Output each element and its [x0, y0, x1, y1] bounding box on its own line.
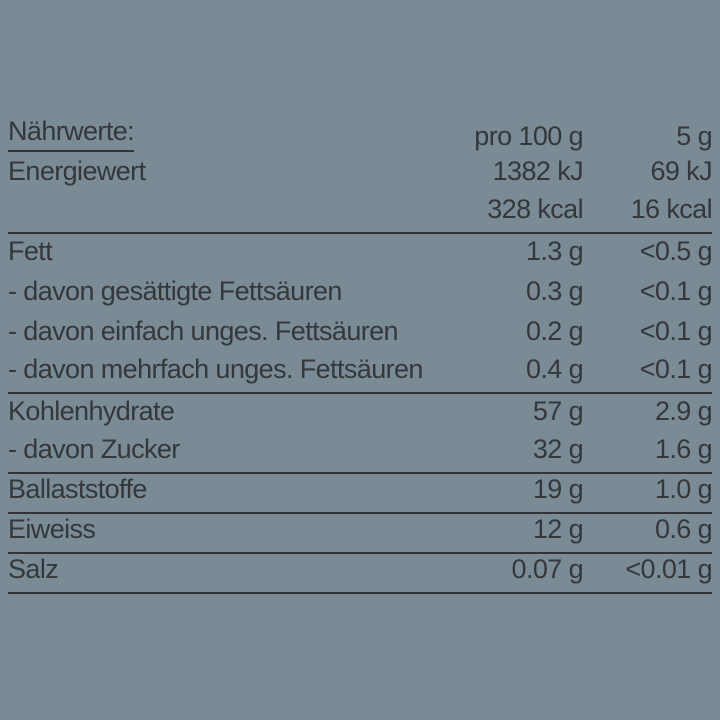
table-row: [8, 274, 712, 314]
nutrient-label: Energiewert: [8, 156, 146, 186]
per-100g-value: 57 g: [532, 396, 583, 426]
per-5g-value: 16 kcal: [630, 194, 712, 224]
table-row: [8, 474, 712, 514]
table-header-row: [8, 118, 712, 154]
nutrient-label: Ballaststoffe: [8, 474, 147, 504]
per-100g-value: 0.4 g: [525, 354, 583, 384]
per-5g-value: 2.9 g: [654, 396, 712, 426]
per-100g-value: 0.2 g: [525, 316, 583, 346]
nutrient-label: - davon Zucker: [8, 434, 180, 464]
table-row: [8, 194, 712, 234]
per-100g-value: 12 g: [532, 514, 583, 544]
table-body: [8, 154, 712, 594]
per-100g-value: 19 g: [532, 474, 583, 504]
nutrient-label: - davon gesättigte Fettsäuren: [8, 276, 342, 306]
table-row: [8, 394, 712, 434]
per-5g-value: <0.1 g: [639, 354, 712, 384]
table-row: [8, 514, 712, 554]
table-title-cell: [8, 116, 433, 152]
table-row: [8, 354, 712, 394]
column-header-per-100g: pro 100 g: [474, 121, 583, 151]
per-5g-value: <0.1 g: [639, 276, 712, 306]
table-title: Nährwerte:: [8, 116, 134, 152]
per-100g-value: 1.3 g: [525, 236, 583, 266]
table-row: [8, 434, 712, 474]
per-100g-value: 32 g: [532, 434, 583, 464]
per-100g-value: 328 kcal: [487, 194, 583, 224]
nutrient-label: - davon einfach unges. Fettsäuren: [8, 316, 398, 346]
per-5g-value: <0.5 g: [639, 236, 712, 266]
per-5g-value: <0.1 g: [639, 316, 712, 346]
nutrient-label: Salz: [8, 554, 59, 584]
column-header-per-5g: 5 g: [676, 121, 712, 151]
per-5g-value: 69 kJ: [650, 156, 712, 186]
table-row: [8, 314, 712, 354]
per-5g-value: <0.01 g: [625, 554, 712, 584]
per-5g-value: 1.0 g: [654, 474, 712, 504]
nutrient-label: Kohlenhydrate: [8, 396, 175, 426]
table-row: [8, 154, 712, 194]
per-5g-value: 1.6 g: [654, 434, 712, 464]
table-row: [8, 554, 712, 594]
per-100g-value: 0.07 g: [511, 554, 583, 584]
nutrient-label: Eiweiss: [8, 514, 96, 544]
per-100g-value: 1382 kJ: [492, 156, 583, 186]
table-row: [8, 234, 712, 274]
per-5g-value: 0.6 g: [654, 514, 712, 544]
nutrition-label: [8, 118, 712, 594]
nutrient-label: - davon mehrfach unges. Fettsäuren: [8, 354, 423, 384]
nutrient-label: Fett: [8, 236, 53, 266]
per-100g-value: 0.3 g: [525, 276, 583, 306]
